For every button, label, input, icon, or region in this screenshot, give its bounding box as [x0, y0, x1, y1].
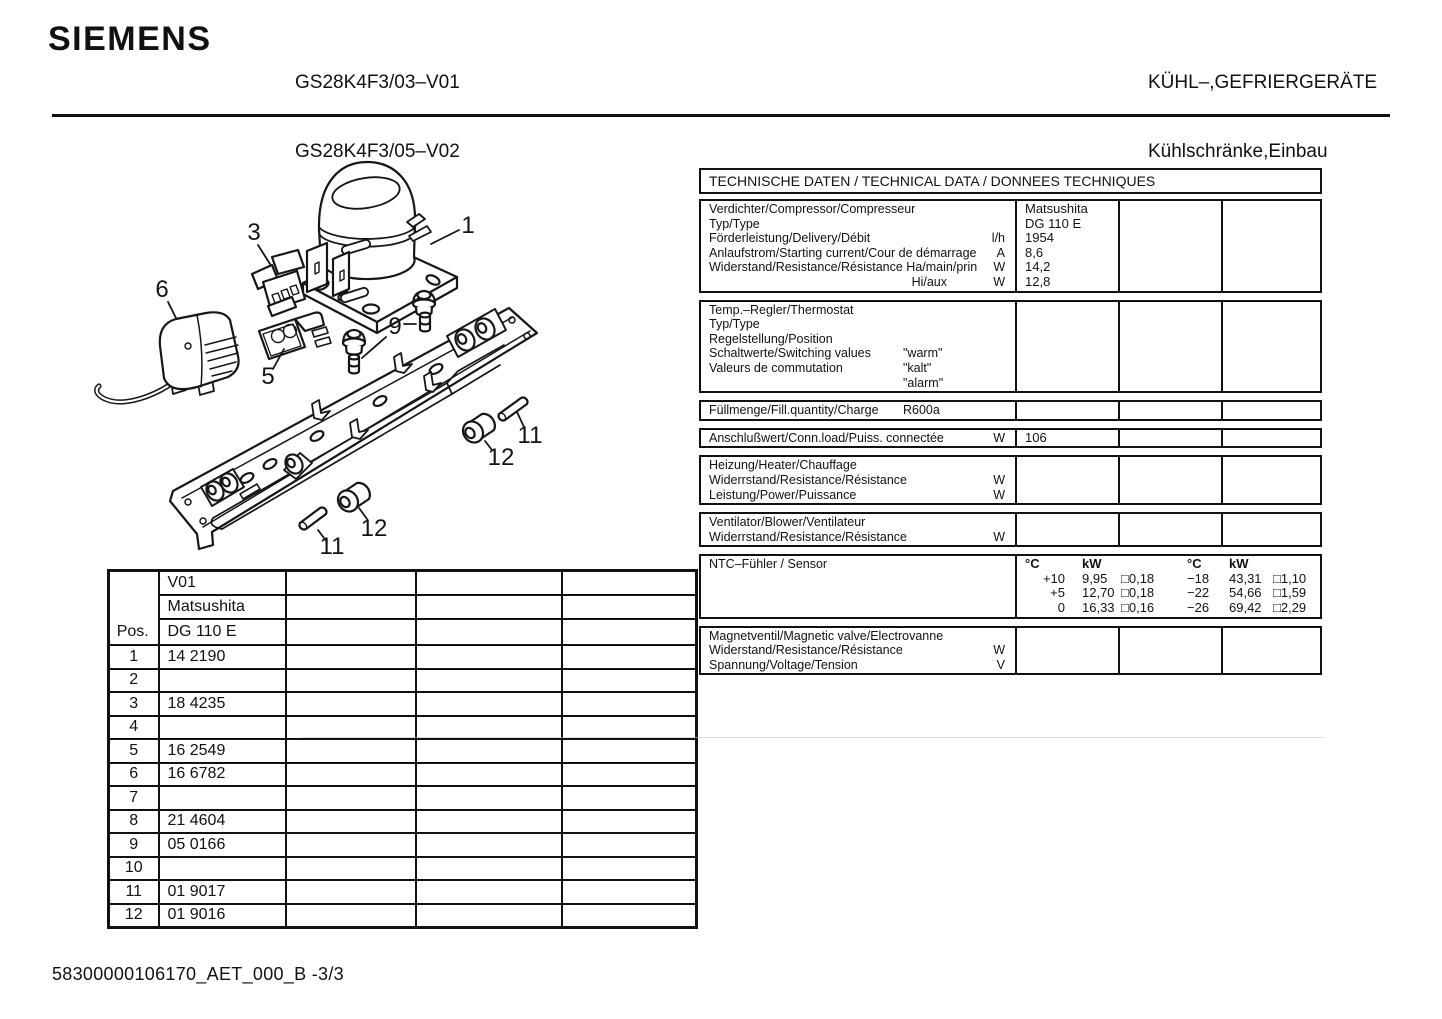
tech-value-col-1: [1017, 201, 1120, 291]
tech-label-row: [701, 515, 1015, 530]
tech-label-row: [701, 557, 1015, 572]
tech-mid-value: R600a: [903, 403, 940, 418]
parts-pos-cell: 7: [109, 786, 159, 810]
tech-unit: [977, 202, 1005, 217]
tech-unit: [977, 317, 1005, 332]
tech-label: Verdichter/Compressor/Compresseur: [709, 202, 916, 216]
tech-value: Matsushita: [1025, 201, 1088, 216]
tech-unit: [977, 376, 1005, 391]
tech-label-row: [701, 231, 1015, 246]
parts-row: [109, 880, 697, 904]
tech-label: Leistung/Power/Puissance: [709, 487, 857, 502]
parts-pos-header: Pos.: [109, 571, 159, 646]
ntc-cell: 43,31: [1229, 570, 1262, 586]
parts-row: [109, 645, 697, 669]
ntc-cell: −22: [1187, 585, 1210, 601]
tech-value: 106: [1025, 429, 1047, 445]
parts-header-empty-cell: [416, 619, 562, 645]
tech-section-fill-quantity: [699, 400, 1322, 421]
tech-label: Ventilator/Blower/Ventilateur: [709, 515, 866, 530]
parts-empty-cell: [416, 880, 562, 904]
parts-empty-cell: [416, 786, 562, 810]
brand-logo: SIEMENS: [48, 20, 212, 58]
parts-code-cell: 14 2190: [159, 645, 286, 669]
tech-label: Widerstand/Resistance/Résistance: [709, 643, 903, 658]
parts-empty-cell: [416, 692, 562, 716]
tech-value: DG 110 E: [1025, 215, 1082, 231]
tech-value-col-1: [1017, 628, 1120, 674]
tech-label: Widerstand/Resistance/Résistance Ha/main/prin: [709, 260, 978, 275]
tech-value: [1017, 403, 1118, 418]
tech-section-magnetic-valve: [699, 626, 1322, 676]
tech-value-col-3: [1223, 201, 1320, 291]
parts-empty-cell: [562, 716, 697, 740]
parts-pos-cell: 5: [109, 739, 159, 763]
tech-label: Magnetventil/Magnetic valve/Electrovanne: [709, 628, 944, 643]
tech-unit: V: [996, 657, 1005, 672]
tech-unit: A: [996, 245, 1005, 260]
tech-unit: [977, 303, 1005, 318]
tech-label: Valeurs de commutation: [709, 360, 843, 375]
tech-label-row: [701, 275, 1015, 290]
tech-section-labels: [701, 556, 1017, 616]
relay-drawing: [252, 250, 305, 316]
tech-unit: W: [993, 487, 1005, 502]
ntc-header-cell: [1273, 557, 1320, 572]
ntc-grid: [1017, 556, 1320, 616]
tech-section-ntc-sensor: [699, 554, 1322, 618]
capacitor-drawing: [97, 312, 239, 402]
parts-empty-cell: [562, 692, 697, 716]
tech-value-col-1: [1017, 430, 1120, 447]
tech-mid-value: "alarm": [903, 375, 944, 390]
parts-empty-cell: [286, 786, 416, 810]
tech-section-labels: [701, 201, 1017, 291]
tech-label-row: [701, 403, 1015, 418]
parts-code-cell: [159, 716, 286, 740]
parts-header-empty-cell: [286, 595, 416, 619]
tech-section-heater: [699, 455, 1322, 505]
tech-unit: [977, 361, 1005, 376]
tech-value: [1017, 317, 1118, 332]
parts-empty-cell: [286, 692, 416, 716]
ntc-header-cell: °C: [1187, 556, 1202, 572]
tech-value: 1954: [1025, 230, 1054, 246]
ntc-cell: □0,16: [1121, 600, 1155, 616]
parts-empty-cell: [416, 645, 562, 669]
tech-unit: W: [993, 529, 1005, 544]
tech-value-col-1: [1017, 302, 1120, 392]
callout-5-label: 5: [261, 363, 275, 390]
parts-code-cell: [159, 669, 286, 693]
tech-unit: W: [993, 643, 1005, 658]
ntc-data-row: [1017, 601, 1320, 616]
parts-pos-cell: 10: [109, 857, 159, 881]
document-id: 58300000106170_AET_000_B -3/3: [52, 964, 344, 984]
parts-empty-cell: [416, 763, 562, 787]
tech-unit: W: [993, 430, 1005, 445]
tech-value: [1017, 530, 1118, 545]
parts-code-cell: 21 4604: [159, 810, 286, 834]
callout-12-upper-label: 12: [487, 444, 515, 471]
parts-empty-cell: [416, 810, 562, 834]
ntc-cell: 9,95: [1082, 570, 1108, 586]
tech-label-row: [701, 473, 1015, 488]
tech-value: 14,2: [1025, 259, 1051, 275]
ntc-cell: □1,10: [1273, 570, 1307, 586]
tech-label-row: [701, 246, 1015, 261]
tech-label: Hi/aux: [911, 274, 947, 289]
callout-12-lower-label: 12: [360, 515, 388, 542]
tech-label-row: [701, 530, 1015, 545]
parts-empty-cell: [562, 669, 697, 693]
overload-protector-drawing: [259, 313, 331, 360]
parts-pos-cell: 1: [109, 645, 159, 669]
tech-label: Heizung/Heater/Chauffage: [709, 458, 857, 473]
callout-3-label: 3: [247, 219, 261, 246]
technical-data-title: TECHNISCHE DATEN / TECHNICAL DATA / DONNEES TECHNIQUES: [699, 168, 1322, 194]
product-category-line-1: KÜHL–,GEFRIERGERÄTE: [1148, 72, 1378, 93]
parts-empty-cell: [562, 739, 697, 763]
tech-unit: l/h: [991, 231, 1005, 246]
grommet-left: [343, 330, 365, 354]
tech-label-row: [701, 332, 1015, 347]
parts-pos-cell: 6: [109, 763, 159, 787]
parts-list: [107, 569, 698, 929]
tech-label: Schaltwerte/Switching values: [709, 346, 871, 361]
tech-label-row: [701, 458, 1015, 473]
ntc-cell: 0: [1057, 600, 1065, 616]
tech-value: [1017, 643, 1118, 658]
tech-section-labels: [701, 457, 1017, 503]
tech-value: [1017, 458, 1118, 473]
tech-label-row: [701, 217, 1015, 232]
tech-value: [1017, 376, 1118, 391]
parts-pos-cell: 11: [109, 880, 159, 904]
tech-section-connected-load: [699, 428, 1322, 449]
tech-unit: [977, 458, 1005, 473]
parts-empty-cell: [286, 880, 416, 904]
callout-leader-6: [168, 302, 176, 318]
parts-empty-cell: [286, 669, 416, 693]
callout-1-label: 1: [461, 212, 475, 239]
callout-leader-3: [258, 245, 270, 264]
tech-label: Förderleistung/Delivery/Débit: [709, 231, 871, 246]
tech-value: [1017, 303, 1118, 318]
tech-section-thermostat: [699, 300, 1322, 394]
tech-section-labels: [701, 430, 1017, 447]
tech-label-row: [701, 202, 1015, 217]
parts-empty-cell: [416, 833, 562, 857]
tech-value: 12,8: [1025, 273, 1051, 289]
tech-label: Füllmenge/Fill.quantity/Charge: [709, 403, 879, 418]
tech-value: [1017, 629, 1118, 644]
tech-value-col-3: [1223, 430, 1320, 447]
tech-label: Typ/Type: [709, 317, 760, 332]
parts-header-empty-cell: [416, 595, 562, 619]
tech-value-col-2: [1120, 628, 1223, 674]
parts-table: [107, 569, 698, 929]
tech-value-col-2: [1120, 201, 1223, 291]
parts-empty-cell: [286, 904, 416, 928]
tech-value: [1017, 488, 1118, 503]
tech-label: Widerrstand/Resistance/Résistance: [709, 472, 907, 487]
parts-pos-cell: 4: [109, 716, 159, 740]
parts-empty-cell: [286, 810, 416, 834]
tech-unit: [977, 515, 1005, 530]
parts-empty-cell: [562, 645, 697, 669]
parts-pos-cell: 12: [109, 904, 159, 928]
ntc-header-cell: °C: [1025, 556, 1040, 572]
product-category-line-2: Kühlschränke,Einbau: [1148, 141, 1328, 162]
technical-data-sections: [699, 199, 1322, 675]
parts-code-cell: 18 4235: [159, 692, 286, 716]
parts-empty-cell: [562, 904, 697, 928]
parts-empty-cell: [562, 833, 697, 857]
parts-empty-cell: [286, 833, 416, 857]
tech-value-col-3: [1223, 514, 1320, 545]
model-number-2: GS28K4F3/05–V02: [295, 141, 460, 162]
callout-11-lower-label: 11: [319, 533, 345, 560]
parts-empty-cell: [286, 763, 416, 787]
tech-label: Anlaufstrom/Starting current/Cour de démarrage: [709, 245, 977, 260]
tech-unit: W: [993, 472, 1005, 487]
tech-unit: [977, 629, 1005, 644]
tech-label: Anschlußwert/Conn.load/Puiss. connectée: [709, 430, 944, 445]
technical-data-table: [699, 168, 1322, 682]
tech-value: 8,6: [1025, 244, 1044, 260]
ntc-cell: +5: [1050, 585, 1065, 601]
callout-11-upper-label: 11: [517, 422, 543, 449]
tech-value-col-1: [1017, 402, 1120, 419]
tech-label-row: [701, 260, 1015, 275]
ntc-cell: −26: [1187, 600, 1210, 616]
tech-section-labels: [701, 514, 1017, 545]
parts-row: [109, 692, 697, 716]
ntc-cell: +10: [1042, 570, 1065, 586]
parts-empty-cell: [416, 739, 562, 763]
tech-value-col-3: [1223, 457, 1320, 503]
tech-value: [1017, 346, 1118, 361]
parts-empty-cell: [416, 716, 562, 740]
tech-value-col-2: [1120, 457, 1223, 503]
parts-header-empty-cell: [562, 619, 697, 645]
tech-unit: [977, 332, 1005, 347]
tech-label-row: [701, 303, 1015, 318]
ntc-cell: □1,59: [1273, 585, 1307, 601]
tech-label: Regelstellung/Position: [709, 331, 833, 346]
parts-row: [109, 833, 697, 857]
ntc-cell: 69,42: [1229, 600, 1262, 616]
callout-6-label: 6: [155, 276, 169, 303]
tech-value-col-2: [1120, 514, 1223, 545]
parts-row: [109, 810, 697, 834]
tech-unit: W: [993, 274, 1005, 289]
parts-empty-cell: [562, 786, 697, 810]
parts-empty-cell: [286, 739, 416, 763]
ntc-header-cell: kW: [1082, 556, 1102, 572]
grommet-pin-left: [349, 355, 359, 374]
tech-value-col-3: [1223, 402, 1320, 419]
parts-empty-cell: [562, 880, 697, 904]
tech-label: Spannung/Voltage/Tension: [709, 657, 858, 672]
parts-header-empty-cell: [562, 571, 697, 596]
model-number-1: GS28K4F3/03–V01: [295, 72, 460, 93]
tech-value-col-1: [1017, 514, 1120, 545]
parts-code-cell: [159, 786, 286, 810]
parts-row: [109, 786, 697, 810]
tech-value-col-2: [1120, 302, 1223, 392]
parts-code-cell: [159, 857, 286, 881]
tech-mid-value: "warm": [903, 346, 943, 361]
tech-value-col-1: [1017, 457, 1120, 503]
parts-empty-cell: [286, 857, 416, 881]
ntc-cell: 54,66: [1229, 585, 1262, 601]
ntc-header-cell: [1121, 557, 1183, 572]
ntc-cell: □0,18: [1121, 570, 1155, 586]
tech-value-col-2: [1120, 402, 1223, 419]
parts-empty-cell: [562, 810, 697, 834]
tech-unit: [977, 217, 1005, 232]
tech-label-row: [701, 376, 1015, 391]
tech-value-col-2: [1120, 430, 1223, 447]
tech-section-compressor: [699, 199, 1322, 293]
ntc-data-row: [1017, 572, 1320, 587]
tech-unit: [977, 403, 1005, 418]
parts-empty-cell: [562, 763, 697, 787]
parts-code-cell: 01 9017: [159, 880, 286, 904]
parts-header-empty-cell: [562, 595, 697, 619]
tech-section-labels: [701, 628, 1017, 674]
scan-artifact-line: [300, 737, 1325, 738]
tech-value: [1017, 361, 1118, 376]
parts-code-cell: 01 9016: [159, 904, 286, 928]
tech-label: Temp.–Regler/Thermostat: [709, 302, 854, 317]
ntc-header-row: [1017, 557, 1320, 572]
parts-empty-cell: [416, 857, 562, 881]
tech-value-col-3: [1223, 302, 1320, 392]
parts-empty-cell: [286, 645, 416, 669]
parts-variant-header: V01: [159, 571, 286, 596]
tech-unit: [977, 346, 1005, 361]
parts-pos-cell: 2: [109, 669, 159, 693]
ntc-cell: 12,70: [1082, 585, 1115, 601]
parts-row: [109, 669, 697, 693]
tech-section-blower: [699, 512, 1322, 547]
ntc-cell: 16,33: [1082, 600, 1115, 616]
tech-label-row: [701, 629, 1015, 644]
tech-label-row: [701, 431, 1015, 446]
tech-value: [1017, 658, 1118, 673]
ntc-data-row: [1017, 586, 1320, 601]
parts-row: [109, 904, 697, 928]
ntc-header-cell: kW: [1229, 556, 1249, 572]
ntc-cell: −18: [1187, 570, 1210, 586]
parts-code-cell: 16 2549: [159, 739, 286, 763]
tech-label-row: [701, 346, 1015, 361]
parts-pos-cell: 8: [109, 810, 159, 834]
parts-code-cell: 16 6782: [159, 763, 286, 787]
ntc-cell: □2,29: [1273, 600, 1307, 616]
tech-value-col-3: [1223, 628, 1320, 674]
callout-leader-1: [431, 230, 459, 244]
tech-label: Typ/Type: [709, 216, 760, 231]
tech-label-row: [701, 658, 1015, 673]
grommet-pin-right: [420, 313, 430, 332]
compressor-drawing: [303, 162, 457, 333]
parts-model-header: DG 110 E: [159, 619, 286, 645]
tech-value: [1017, 332, 1118, 347]
tech-section-labels: [701, 402, 1017, 419]
tech-label: NTC–Fühler / Sensor: [709, 557, 828, 572]
parts-empty-cell: [416, 669, 562, 693]
parts-empty-cell: [286, 716, 416, 740]
parts-header-empty-cell: [286, 619, 416, 645]
parts-empty-cell: [416, 904, 562, 928]
tech-value: [1017, 473, 1118, 488]
callout-9-label: 9: [388, 313, 402, 340]
parts-row: [109, 739, 697, 763]
tech-label-row: [701, 361, 1015, 376]
parts-manufacturer-header: Matsushita: [159, 595, 286, 619]
parts-row: [109, 857, 697, 881]
parts-row: [109, 763, 697, 787]
ntc-cell: □0,18: [1121, 585, 1155, 601]
parts-code-cell: 05 0166: [159, 833, 286, 857]
tech-value: [1017, 515, 1118, 530]
tech-label: Widerrstand/Resistance/Résistance: [709, 529, 907, 544]
parts-empty-cell: [562, 857, 697, 881]
tech-section-labels: [701, 302, 1017, 392]
tech-label-row: [701, 643, 1015, 658]
tech-label-row: [701, 488, 1015, 503]
tech-label-row: [701, 317, 1015, 332]
tech-mid-value: "kalt": [903, 360, 932, 375]
parts-header-empty-cell: [286, 571, 416, 596]
tech-unit: W: [993, 260, 1006, 275]
parts-pos-cell: 9: [109, 833, 159, 857]
parts-header-empty-cell: [416, 571, 562, 596]
parts-row: [109, 716, 697, 740]
parts-pos-cell: 3: [109, 692, 159, 716]
